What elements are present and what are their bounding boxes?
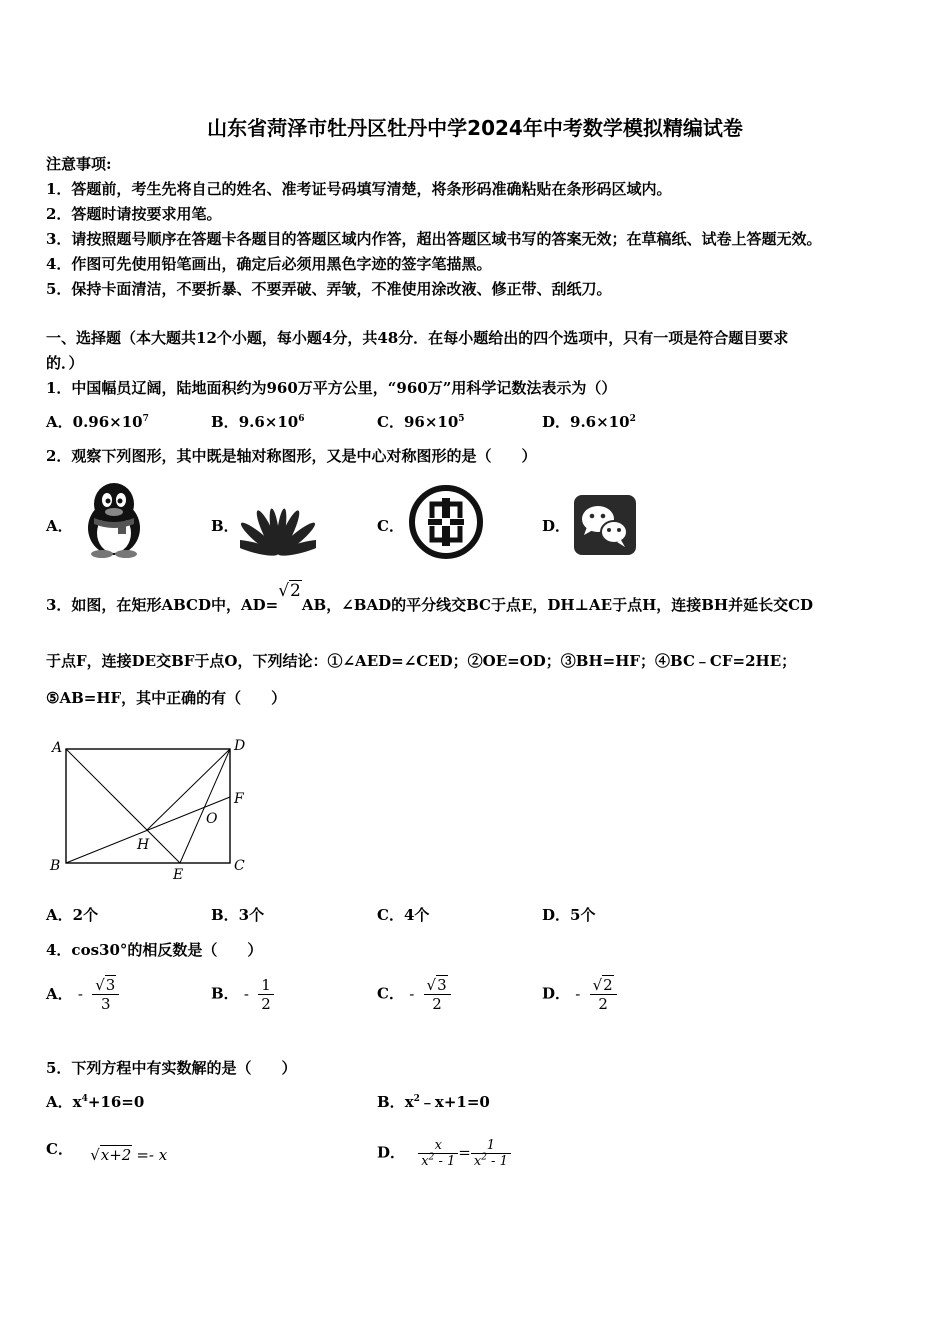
option-letter: B． bbox=[211, 413, 239, 431]
numerator: √3 bbox=[92, 976, 119, 995]
den-exponent: 2 bbox=[428, 1152, 435, 1163]
option-letter: B． bbox=[211, 984, 239, 1003]
sqrt-symbol: √2 bbox=[278, 581, 301, 601]
expr-tail: ﹣x+1=0 bbox=[419, 1093, 490, 1111]
option-letter: D． bbox=[377, 1143, 406, 1162]
q1-option-d[interactable] bbox=[542, 411, 636, 432]
option-letter: A． bbox=[46, 984, 73, 1003]
option-exponent: 2 bbox=[629, 414, 636, 424]
option-base: 0.96×10 bbox=[72, 413, 143, 431]
fraction bbox=[258, 976, 274, 1013]
option-base: 9.6×10 bbox=[570, 413, 630, 431]
q2-stem: 2．观察下列图形，其中既是轴对称图形，又是中心对称图形的是（ ） bbox=[46, 447, 537, 465]
q3-option-d[interactable]: D．5个 bbox=[542, 906, 596, 924]
sqrt-expression: √x+2 =- x bbox=[90, 1146, 168, 1164]
den-base: x bbox=[421, 1154, 429, 1169]
q4-option-b[interactable] bbox=[211, 976, 274, 1013]
q1-stem: 1．中国幅员辽阔，陆地面积约为960万平方公里，“960万”用科学记数法表示为（） bbox=[46, 379, 617, 397]
q1-option-c[interactable] bbox=[377, 411, 465, 432]
q3-radicand: 2 bbox=[290, 581, 301, 601]
q4-option-c[interactable] bbox=[377, 976, 451, 1013]
q3-figure bbox=[44, 734, 264, 888]
expr-base: x bbox=[72, 1093, 82, 1111]
notice-item: 3．请按照题号顺序在答题卡各题目的答题区域内作答，超出答题区域书写的答案无效；在草稿纸、试卷上答题无效。 bbox=[46, 230, 822, 248]
q3-stem-part2: AB，∠BAD的平分线交BC于点E，DH⊥AE于点H，连接BH并延长交CD bbox=[301, 596, 814, 614]
numerator: √2 bbox=[590, 976, 617, 995]
q3-option-c[interactable]: C．4个 bbox=[377, 906, 430, 924]
fraction bbox=[92, 976, 119, 1013]
expr-exponent: 2 bbox=[413, 1094, 420, 1104]
icbc-logo-icon bbox=[408, 484, 484, 564]
q2-option-c-label[interactable]: C． bbox=[377, 517, 404, 535]
option-exponent: 7 bbox=[142, 414, 149, 424]
minus-sign: - bbox=[575, 984, 581, 1003]
numerator: x bbox=[418, 1138, 458, 1154]
q3-stem-line2: 于点F，连接DE交BF于点O，下列结论：①∠AED=∠CED；②OE=OD；③BH=HF；④BC﹣CF=2HE； bbox=[46, 652, 797, 670]
q5-stem: 5．下列方程中有实数解的是（ ） bbox=[46, 1059, 297, 1077]
radicand: 3 bbox=[437, 976, 447, 994]
label-f: F bbox=[234, 791, 244, 807]
label-b: B bbox=[50, 858, 61, 874]
option-exponent: 6 bbox=[298, 414, 305, 424]
denominator bbox=[471, 1154, 511, 1169]
notice-item: 2．答题时请按要求用笔。 bbox=[46, 205, 222, 223]
wechat-icon bbox=[573, 494, 637, 560]
q3-option-a[interactable]: A．2个 bbox=[46, 906, 99, 924]
q2-option-b-label[interactable]: B． bbox=[211, 517, 239, 535]
equals-sign: = bbox=[458, 1143, 471, 1162]
option-letter: D． bbox=[542, 413, 571, 431]
fraction bbox=[471, 1138, 511, 1169]
notice-heading: 注意事项: bbox=[46, 155, 112, 173]
q3-option-b[interactable]: B．3个 bbox=[211, 906, 265, 924]
denominator bbox=[418, 1154, 458, 1169]
den-tail: - 1 bbox=[434, 1154, 456, 1169]
den-exponent: 2 bbox=[481, 1152, 487, 1163]
option-letter: C． bbox=[377, 984, 404, 1003]
segment-bf bbox=[66, 797, 230, 863]
fraction bbox=[418, 1138, 458, 1169]
option-letter: C． bbox=[377, 413, 404, 431]
q4-stem: 4．cos30°的相反数是（ ） bbox=[46, 941, 263, 959]
segment-dh bbox=[147, 749, 230, 830]
denominator: 2 bbox=[432, 995, 442, 1013]
page-title: 山东省菏泽市牡丹区牡丹中学2024年中考数学模拟精编试卷 bbox=[207, 116, 743, 140]
label-d: D bbox=[234, 738, 246, 754]
expr-tail: +16=0 bbox=[87, 1093, 145, 1111]
q2-option-a-label[interactable]: A． bbox=[46, 517, 73, 535]
numerator: 1 bbox=[258, 976, 274, 995]
q5-option-b[interactable] bbox=[377, 1091, 490, 1112]
q3-stem-part1: 3．如图，在矩形ABCD中，AD= bbox=[46, 596, 279, 614]
numerator: 1 bbox=[471, 1138, 511, 1154]
notice-item: 5．保持卡面清洁，不要折暴、不要弄破、弄皱，不准使用涂改液、修正带、刮纸刀。 bbox=[46, 280, 612, 298]
label-e: E bbox=[173, 867, 184, 883]
denominator: 2 bbox=[261, 995, 271, 1013]
den-base: x bbox=[473, 1154, 482, 1169]
option-letter: A． bbox=[46, 413, 73, 431]
huawei-logo-icon bbox=[240, 496, 316, 562]
denominator: 2 bbox=[598, 995, 608, 1013]
segment-de bbox=[180, 749, 230, 863]
option-letter: D． bbox=[542, 984, 571, 1003]
q5-option-c[interactable] bbox=[46, 1138, 168, 1164]
q1-option-b[interactable] bbox=[211, 411, 305, 432]
label-h: H bbox=[137, 837, 150, 853]
option-letter: C． bbox=[46, 1140, 73, 1158]
q4-option-d[interactable] bbox=[542, 976, 617, 1013]
option-letter: B． bbox=[377, 1093, 405, 1111]
section-heading: 一、选择题（本大题共12个小题，每小题4分，共48分．在每小题给出的四个选项中，只有一项是符合题目要求 bbox=[46, 329, 789, 347]
minus-sign: - bbox=[243, 984, 249, 1003]
radicand: x+2 bbox=[100, 1146, 132, 1164]
option-base: 9.6×10 bbox=[238, 413, 299, 431]
q3-stem bbox=[46, 581, 814, 615]
minus-sign: - bbox=[77, 984, 83, 1003]
numerator: √3 bbox=[424, 976, 451, 995]
expr-base: x bbox=[404, 1093, 414, 1111]
radicand: 3 bbox=[105, 976, 116, 994]
label-c: C bbox=[234, 858, 245, 874]
option-base: 96×10 bbox=[403, 413, 459, 431]
radicand: 2 bbox=[603, 976, 613, 994]
label-a: A bbox=[52, 740, 63, 756]
denominator: 3 bbox=[100, 995, 111, 1013]
den-tail: - 1 bbox=[486, 1154, 508, 1169]
fraction bbox=[424, 976, 451, 1013]
q3-stem-line3: ⑤AB=HF，其中正确的有（ ） bbox=[46, 689, 287, 707]
segment-ae bbox=[66, 749, 180, 863]
q5-option-d[interactable] bbox=[377, 1138, 511, 1169]
option-exponent: 5 bbox=[458, 414, 465, 424]
option-letter: A． bbox=[46, 1093, 73, 1111]
minus-sign: - bbox=[409, 984, 415, 1003]
q2-option-d-label[interactable]: D． bbox=[542, 517, 571, 535]
q5-option-a[interactable] bbox=[46, 1091, 144, 1112]
equation-rhs: =- x bbox=[136, 1146, 168, 1164]
fraction bbox=[590, 976, 617, 1013]
notice-item: 1．答题前，考生先将自己的姓名、准考证号码填写清楚，将条形码准确粘贴在条形码区域内。 bbox=[46, 180, 672, 198]
label-o: O bbox=[206, 811, 218, 827]
section-heading-cont: 的．） bbox=[46, 354, 84, 372]
qq-penguin-icon bbox=[74, 478, 154, 562]
q1-option-a[interactable] bbox=[46, 411, 149, 432]
notice-item: 4．作图可先使用铅笔画出，确定后必须用黑色字迹的签字笔描黑。 bbox=[46, 255, 492, 273]
q4-option-a[interactable] bbox=[46, 976, 119, 1013]
expr-exponent: 4 bbox=[81, 1094, 88, 1104]
